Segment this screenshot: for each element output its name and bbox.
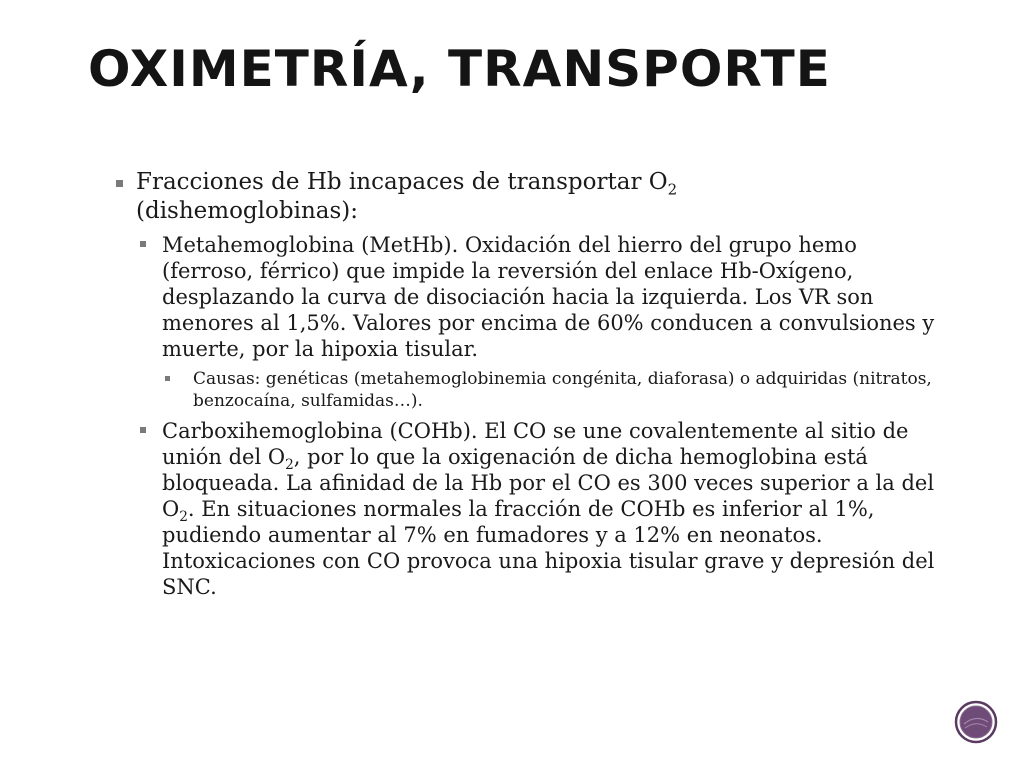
circular-logo-icon [954,700,998,744]
slide-body [112,168,942,606]
square-bullet-icon [140,427,146,433]
square-bullet-icon [116,180,123,187]
bullet-item-cohb [136,418,942,600]
bullet-list [112,168,942,600]
subscript: 2 [285,457,294,474]
bullet-text-part: . En situaciones normales la fracción de COHb es inferior al 1%, pudiendo aumentar al 7% en fumadores y a 12% en neonatos. Intoxicaciones con CO provoca una hipoxia tisular grave y depresión del SNC. [162,497,935,599]
square-bullet-icon [165,376,170,381]
sub-sub-bullet-list [162,368,942,412]
square-bullet-icon [140,241,146,247]
bullet-item-methb [136,232,942,412]
bullet-text-part: , por lo que la oxigenación de dicha hemoglobina está bloqueada. La afinidad de la Hb por el CO es 300 veces superior a la del O [162,445,935,521]
bullet-text-part: Carboxihemoglobina (COHb). El CO se une covalentemente al sitio de unión del O [162,419,909,469]
bullet-text-cohb [162,418,942,600]
bullet-item-causas [162,368,942,412]
bullet-item-fracciones [112,168,942,600]
subscript: 2 [179,509,188,526]
bullet-text-methb: Metahemoglobina (MetHb). Oxidación del hierro del grupo hemo (ferroso, férrico) que impide la reversión del enlace Hb-Oxígeno, desplazando la curva de disociación hacia la izquierda. Los VR son menores al 1,5%. Valores por encima de 60% conducen a convulsiones y muerte, por la hipoxia tisular. [162,233,935,361]
bullet-text-part: Fracciones de Hb incapaces de transportar O [136,169,668,195]
slide-title: OXIMETRÍA, TRANSPORTE [88,40,831,98]
bullet-text-causas: Causas: genéticas (metahemoglobinemia congénita, diaforasa) o adquiridas (nitratos, benzocaína, sulfamidas…). [193,369,932,411]
subscript: 2 [667,180,678,199]
bullet-text-fracciones [136,168,942,226]
sub-bullet-list [136,232,942,600]
bullet-text-part: (dishemoglobinas): [136,198,358,224]
